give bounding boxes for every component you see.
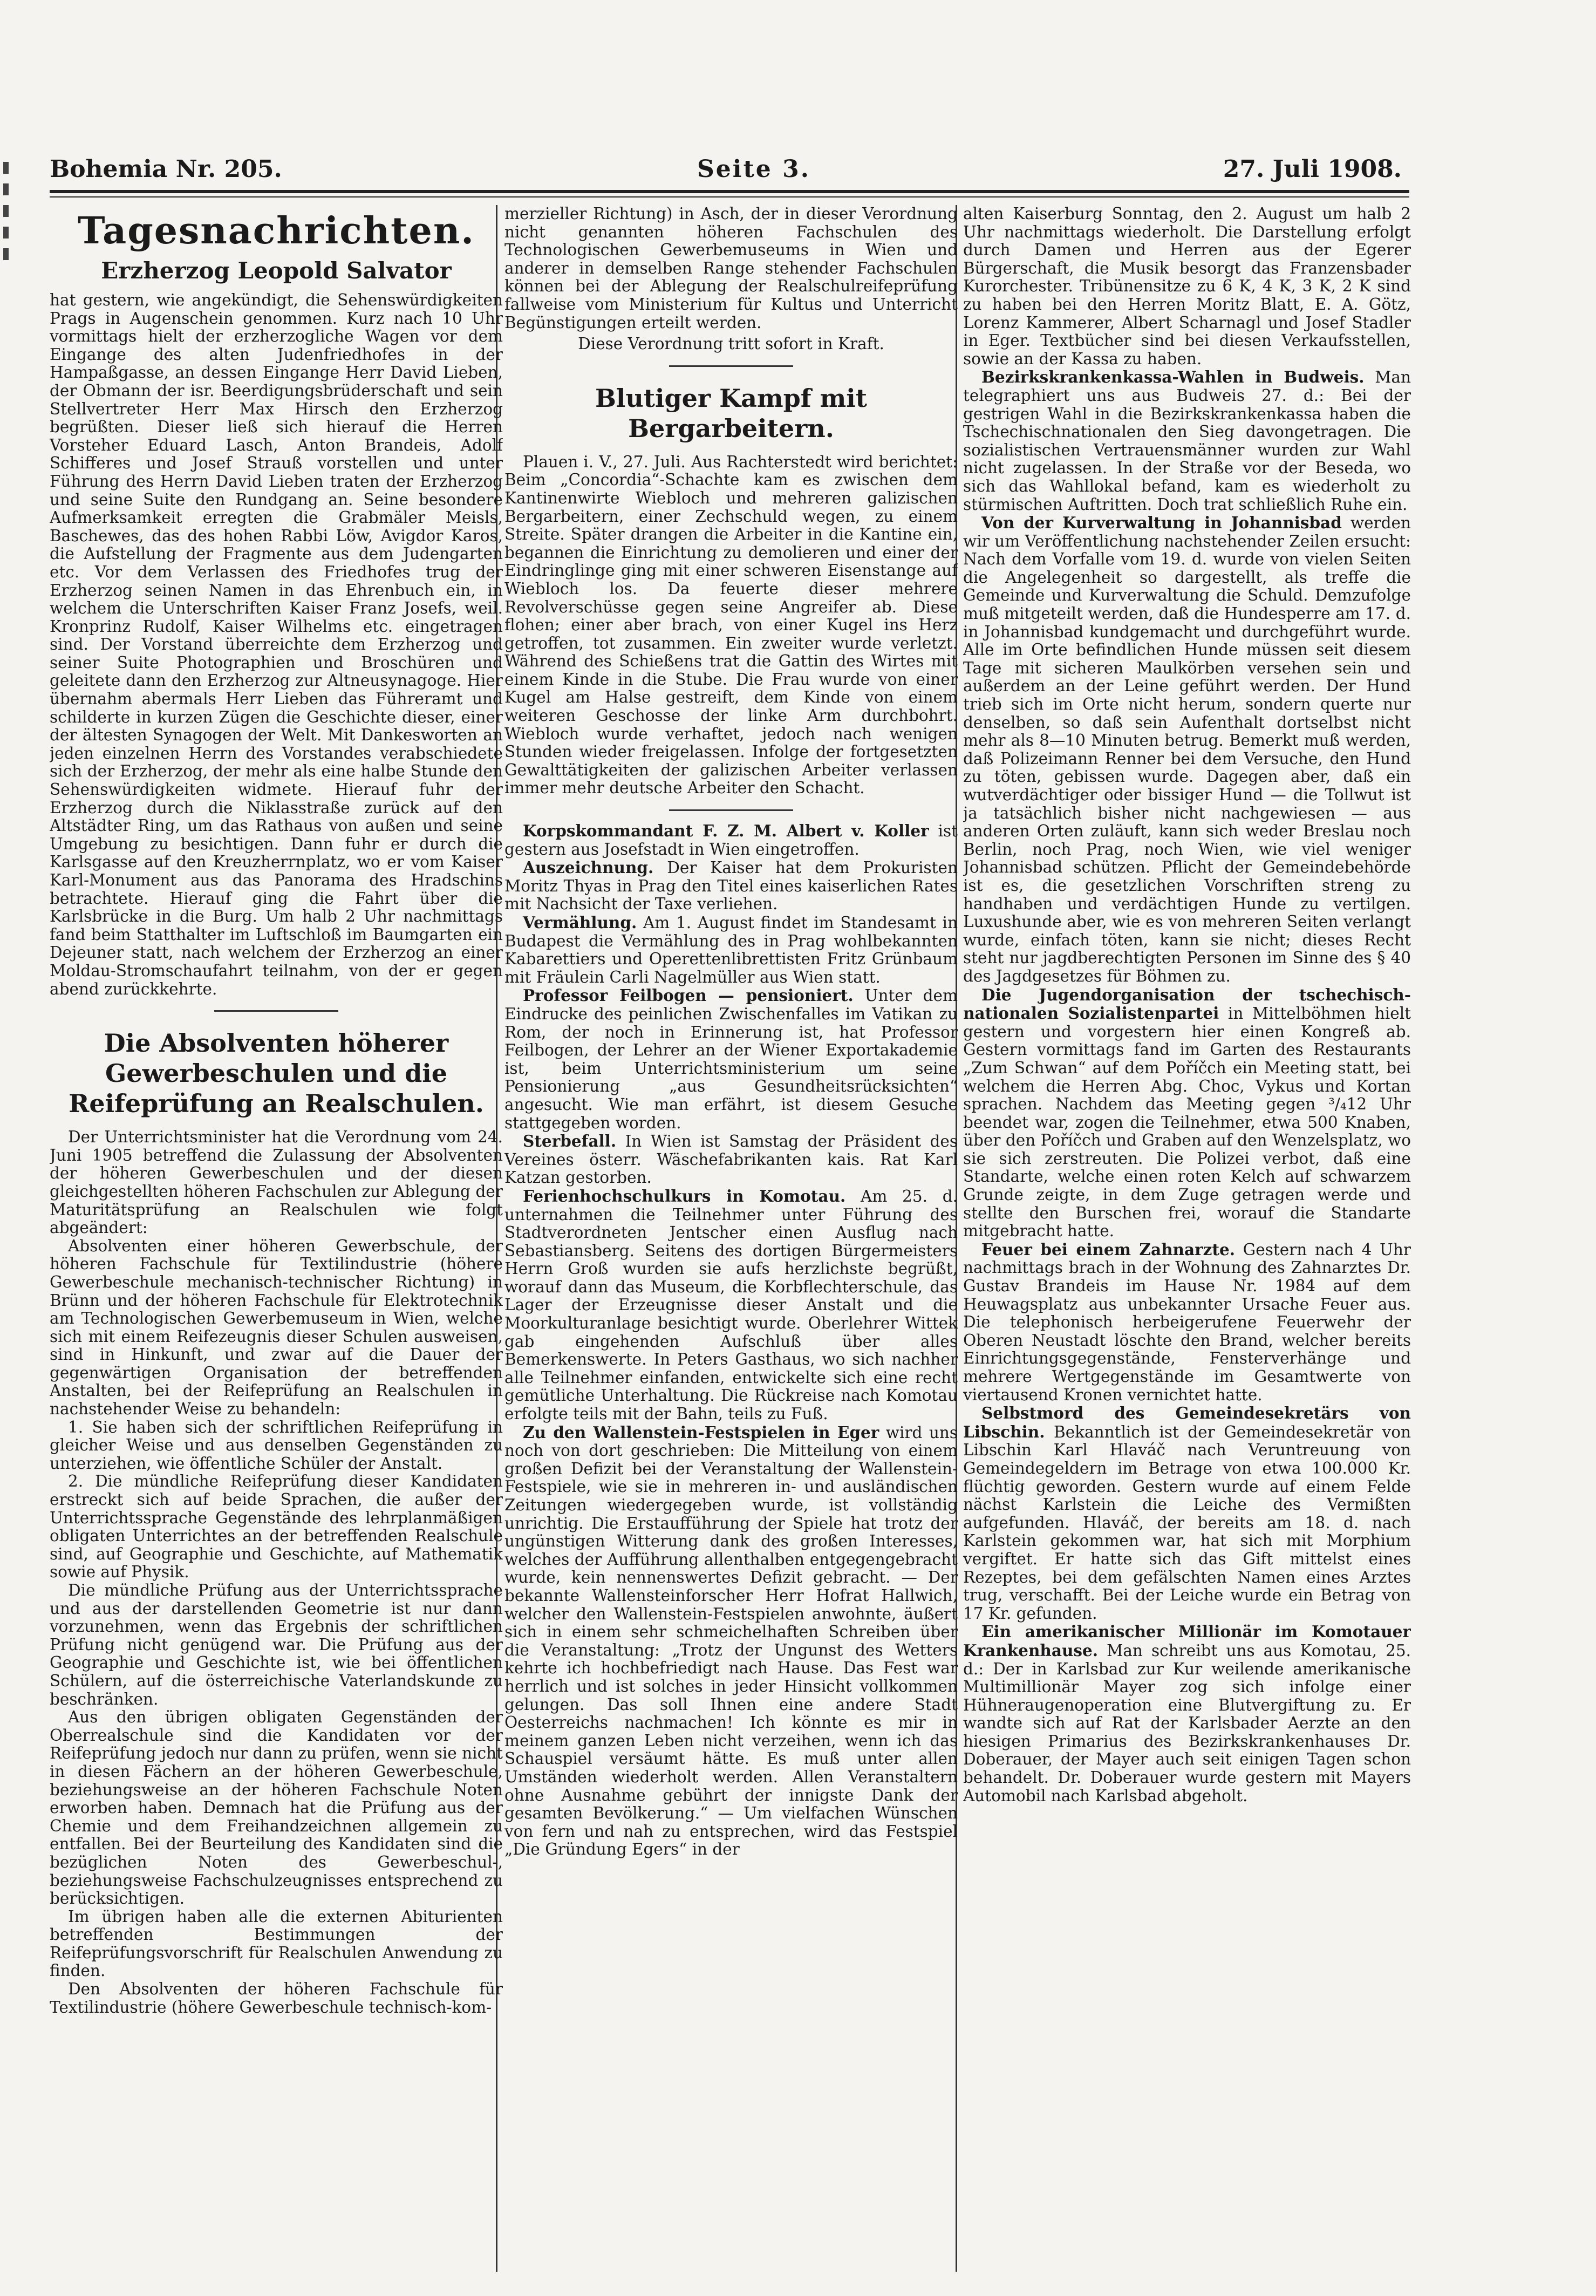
article-paragraph: 1. Sie haben sich der schriftlichen Reifeprüfung in gleicher Weise und aus denselben Gegenständen zu unterziehen, wie öffentliche Schüler der Anstalt. [50, 1418, 503, 1473]
news-item-text: werden wir um Veröffentlichung nachstehender Zeilen ersucht: Nach dem Vorfalle vom 19. d. wurde von vielen Seiten die Angelegenheit so dargestellt, als treffe die Gemeinde und Kurverwaltung die Schuld. Demzufolge muß mitgeteilt werden, daß die Hundesperre am 17. d. in Johannisbad kundgemacht und durchgeführt wurde. Alle im Orte befindlichen Hunde müssen seit diesem Tage mit sicheren Maulkörben versehen sein und außerdem an der Leine geführt werden. Der Hund trieb sich im Orte nicht herum, sondern querte nur denselben, so daß sein Aufenthalt dortselbst nicht mehr als 8—10 Minuten betrug. Bemerkt muß werden, daß Polizeimann Renner bei dem Versuche, den Hund zu töten, gebissen wurde. Dagegen aber, daß ein wutverdächtiger oder bissiger Hund — die Tollwut ist ja tatsächlich bisher nicht nachgewiesen — aus anderen Orten zuläuft, kann sich weder Breslau noch Berlin, noch Prag, noch Wien, wie viel weniger Johannisbad schützen. Pflicht der Gemeindebehörde ist es, die gesetzlichen Vorschriften streng zu handhaben und verdächtigen Hunde zu vertilgen. Luxushunde aber, wie es von mehreren Seiten verlangt wurde, einfach töten, kann sie nicht; dieses Recht steht nur jagdberechtigten Personen im Sinne des § 40 des Jagdgesetzes für Böhmen zu. [963, 514, 1411, 985]
news-item [963, 986, 1411, 1241]
article-separator [214, 1010, 338, 1012]
news-item-text: in Mittelböhmen hielt gestern und vorgestern hier einen Kongreß ab. Gestern vormittags fand im Garten des Restaurants „Zum Schwan“ auf dem Poříčch ein Meeting statt, bei welchem die Herren Abg. Choc, Vykus und Kortan sprachen. Nachdem das Meeting gegen ³/₄12 Uhr beendet war, zogen die Teilnehmer, etwa 500 Knaben, über den Poříčch und Graben auf den Wenzelsplatz, wo sie sich zerstreuten. Die Polizei verbot, daß eine Standarte, welche einen roten Kelch auf schwarzem Grunde zeigte, in dem Zuge getragen werde und stellte den Burschen frei, worauf die Standarte mitgebracht hatte. [963, 1004, 1411, 1241]
news-item [504, 859, 958, 914]
news-item [504, 1423, 958, 1859]
header-rule-thin [50, 196, 1409, 197]
news-item-heading: Bezirkskrankenkassa-Wahlen in Budweis. [981, 367, 1365, 387]
article-paragraph: hat gestern, wie angekündigt, die Sehenswürdigkeiten Prags in Augenschein genommen. Kurz nach 10 Uhr vormittags hielt der erzherzogliche Wagen vor dem Eingange des alten Judenfriedhofes in der Hampaßgasse, an dessen Eingange Herr David Lieben, der Obmann der isr. Beerdigungsbrüderschaft und sein Stellvertreter Herr Max Hirsch den Erzherzog begrüßten. Dieser ließ sich hierauf die Herren Vorsteher Eduard Lasch, Anton Brandeis, Adolf Schifferes und Josef Strauß vorstellen und unter Führung des Herrn David Lieben traten der Erzherzog und seine Suite den Rundgang an. Seine besondere Aufmerksamkeit erregten die Grabmäler Meisls, Baschewes, das des hohen Rabbi Löw, Avigdor Karos, die Aufstellung der Fragmente aus dem Judengarten etc. Vor dem Verlassen des Friedhofes trug der Erzherzog seinen Namen in das Ehrenbuch ein, in welchem die Unterschriften Kaiser Franz Josefs, weil. Kronprinz Rudolf, Kaiser Wilhelms etc. eingetragen sind. Der Vorstand überreichte dem Erzherzog und seiner Suite Photographien und Broschüren und geleitete dann den Erzherzog zur Altneusynagoge. Hier übernahm abermals Herr Lieben das Führeramt und schilderte in kurzen Zügen die Geschichte dieser, einer der ältesten Synagogen der Welt. Mit Dankesworten an jeden einzelnen Herrn des Vorstandes verabschiedete sich der Erzherzog, der mehr als eine halbe Stunde den Sehenswürdigkeiten widmete. Hierauf fuhr der Erzherzog durch die Niklasstraße zurück auf den Altstädter Ring, um das Rathaus von außen und seine Umgebung zu besichtigen. Dann fuhr er durch die Karlsgasse auf den Kreuzherrnplatz, wo er vom Kaiser Karl-Monument aus das Panorama des Hradschins betrachtete. Hierauf ging die Fahrt über die Karlsbrücke in die Burg. Um halb 2 Uhr nachmittags fand beim Statthalter im Luftschloß im Baumgarten ein Dejeuner statt, nach welchem der Erzherzog an einer Moldau-Stromschaufahrt teilnahm, von der er gegen abend zurückkehrte. [50, 291, 503, 998]
article-separator [669, 365, 793, 367]
article-paragraph: Absolventen einer höheren Gewerbschule, der höheren Fachschule für Textilindustrie (höhere Gewerbeschule mechanisch-technischer Richtung) in Brünn und der höheren Fachschule für Elektrotechnik am Technologischen Gewerbemuseum in Wien, welche sich mit einem Reifezeugnis dieser Schulen ausweisen, sind in Hinkunft, und zwar auf die Dauer der gegenwärtigen Organisation der betreffenden Anstalten, bei der Reifeprüfung an Realschulen in nachstehender Weise zu behandeln: [50, 1236, 503, 1419]
news-item [504, 1187, 958, 1423]
article-paragraph: Der Unterrichtsminister hat die Verordnung vom 24. Juni 1905 betreffend die Zulassung der Absolventen der höheren Gewerbeschulen und der diesen gleichgestellten höheren Fachschulen zur Ablegung der Maturitätsprüfung an Realschulen wie folgt abgeändert: [50, 1128, 503, 1237]
news-item [963, 1623, 1411, 1805]
news-item-text: Unter dem Eindrucke des peinlichen Zwischenfalles im Vatikan zu Rom, der noch in Erinnerung ist, hat Professor Feilbogen, der Lehrer an der Wiener Exportakademie ist, beim Unterrichtsministerium um seine Pensionierung „aus Gesundheitsrücksichten“ angesucht. Wie man erfährt, ist diesem Gesuche stattgegeben worden. [504, 986, 958, 1132]
news-item-text: Man schreibt uns aus Komotau, 25. d.: Der in Karlsbad zur Kur weilende amerikanische Multimillionär Mayer zog sich infolge einer Hühneraugenoperation eine Blutvergiftung zu. Er wandte sich auf Rat der Karlsbader Aerzte an den hiesigen Primarius des Bezirkskrankenhauses Dr. Doberauer, der Mayer auch seit einigen Tagen schon behandelt. Dr. Doberauer wurde gestern mit Mayers Automobil nach Karlsbad abgeholt. [963, 1641, 1411, 1805]
article-paragraph: Den Absolventen der höheren Fachschule für Textilindustrie (höhere Gewerbeschule technisch-kom- [50, 1980, 503, 2016]
article-separator [669, 809, 793, 811]
news-item-text: ist gestern aus Josefstadt in Wien eingetroffen. [504, 822, 958, 859]
news-item [504, 822, 958, 859]
article-paragraph: Diese Verordnung tritt sofort in Kraft. [578, 335, 884, 353]
article-title: Erzherzog Leopold Salvator [101, 257, 452, 284]
article-paragraph: 2. Die mündliche Reifeprüfung dieser Kandidaten erstreckt sich auf beide Sprachen, die außer der Unterrichtssprache Gegenstände des lehrplanmäßigen obligaten Unterrichtes an der betreffenden Realschule sind, auf Geographie und Geschichte, auf Mathematik sowie auf Physik. [50, 1472, 503, 1582]
news-item [504, 986, 958, 1132]
news-item [963, 1241, 1411, 1404]
page-edge-marks [3, 162, 11, 270]
news-item-heading: Selbstmord des Gemeindesekretärs von Libschin. [963, 1404, 1411, 1441]
news-item-text: Gestern nach 4 Uhr nachmittags brach in der Wohnung des Zahnarztes Dr. Gustav Brandeis im Hause Nr. 1984 auf dem Heuwagsplatz aus unbekannter Ursache Feuer aus. Die telephonisch herbeigerufene Feuerwehr der Oberen Neustadt löschte den Brand, welcher bereits Einrichtungsgegenstände, Fensterverhänge und mehrere Wertgegenstände im Gesamtwerte von viertausend Kronen vernichtet hatte. [963, 1240, 1411, 1404]
header-date: 27. Juli 1908. [1223, 155, 1402, 183]
article-title: Die Absolventen höherer Gewerbeschulen und die Reifeprüfung an Realschulen. [69, 1028, 484, 1119]
news-item-heading: Korpskommandant F. Z. M. Albert v. Koller [523, 821, 929, 841]
article-paragraph: Im übrigen haben alle die externen Abiturienten betreffenden Bestimmungen der Reifeprüfungsvorschrift für Realschulen Anwendung zu finden. [50, 1907, 503, 1980]
page-header [50, 146, 1402, 194]
section-heading-tagesnachrichten: Tagesnachrichten. [78, 209, 475, 253]
news-item-heading: Von der Kurverwaltung in Johannisbad [981, 513, 1342, 533]
news-item-heading: Zu den Wallenstein-Festspielen in Eger [523, 1422, 879, 1442]
article-paragraph: alten Kaiserburg Sonntag, den 2. August um halb 2 Uhr nachmittags wiederholt. Die Darstellung erfolgt durch Damen und Herren aus der Egerer Bürgerschaft, die Musik besorgt das Franzensbader Kurorchester. Tribünensitze zu 6 K, 4 K, 3 K, 2 K sind zu haben bei den Herren Moritz Blatt, E. A. Götz, Lorenz Kammerer, Albert Scharnagl und Josef Stadler in Eger. Textbücher sind bei diesen Verkaufsstellen, sowie an der Kassa zu haben. [963, 205, 1411, 368]
header-issue: Bohemia Nr. 205. [50, 155, 282, 183]
news-item-heading: Ferienhochschulkurs in Komotau. [523, 1186, 846, 1205]
article-paragraph: Plauen i. V., 27. Juli. Aus Rachterstedt wird berichtet: Beim „Concordia“-Schachte kam es zwischen dem Kantinenwirte Wiebloch und mehreren galizischen Bergarbeitern, einer Zechschuld wegen, zu einem Streite. Später drangen die Arbeiter in die Kantine ein, begannen die Einrichtung zu demolieren und einer der Eindringlinge ging mit einer schweren Eisenstange auf Wiebloch los. Da feuerte dieser mehrere Revolverschüsse gegen seine Angreifer ab. Diese flohen; einer aber brach, von einer Kugel ins Herz getroffen, tot zusammen. Ein zweiter wurde verletzt. Während des Schießens trat die Gattin des Wirtes mit einem Kinde in die Stube. Die Frau wurde von einer Kugel am Halse gestreift, dem Kinde von einem weiteren Geschosse der linke Arm durchbohrt. Wiebloch wurde verhaftet, jedoch nach wenigen Stunden wieder freigelassen. Infolge der fortgesetzten Gewalttätigkeiten der galizischen Arbeiter verlassen immer mehr deutsche Arbeiter den Schacht. [504, 452, 958, 798]
header-page-number: Seite 3. [697, 155, 811, 183]
news-item [504, 1132, 958, 1187]
news-item-heading: Sterbefall. [523, 1132, 617, 1151]
news-item-text: Am 1. August findet im Standesamt in Budapest die Vermählung des in Prag wohlbekannten Kabarettiers und Operettenlibrettisten Fritz Grünbaum mit Fräulein Carli Nagelmüller aus Wien statt. [504, 914, 958, 986]
column-2 [504, 205, 958, 2266]
news-item-text: Man telegraphiert uns aus Budweis 27. d.: Bei der gestrigen Wahl in die Bezirkskrankenkassa haben die Tschechischnationalen den Sieg davongetragen. Die sozialistischen Vertrauensmänner wurden zur Wahl nicht zugelassen. In der Straße vor der Beseda, wo sich das Wahllokal befand, kam es wiederholt zu stürmischen Auftritten. Doch trat schließlich Ruhe ein. [963, 368, 1411, 514]
news-item [963, 1404, 1411, 1623]
news-item [963, 514, 1411, 985]
column-1 [50, 205, 503, 2266]
news-item-heading: Auszeichnung. [523, 858, 654, 877]
article-title: Blutiger Kampf mit Bergarbeitern. [595, 383, 868, 443]
news-item-heading: Die Jugendorganisation der tschechisch-nationalen Sozialistenpartei [963, 985, 1411, 1023]
article-paragraph: Aus den übrigen obligaten Gegenständen der Oberrealschule sind die Kandidaten vor der Reifeprüfung jedoch nur dann zu prüfen, wenn sie nicht in diesen Fächern an der höheren Gewerbeschule, beziehungsweise an der höheren Fachschule Noten erworben haben. Demnach hat die Prüfung aus der Chemie und dem Freihandzeichnen allgemein zu entfallen. Bei der Beurteilung des Kandidaten sind die bezüglichen Noten des Gewerbeschul-, beziehungsweise Fachschulzeugnisses entsprechend zu berücksichtigen. [50, 1708, 503, 1908]
news-item [963, 368, 1411, 514]
news-item-text: Der Kaiser hat dem Prokuristen Moritz Thyas in Prag den Titel eines kaiserlichen Rates mit Nachsicht der Taxe verliehen. [504, 859, 958, 914]
news-item-heading: Vermählung. [523, 913, 637, 932]
header-rule [50, 190, 1409, 193]
news-item [504, 914, 958, 986]
article-paragraph: merzieller Richtung) in Asch, der in dieser Verordnung nicht genannten höheren Fachschulen des Technologischen Gewerbemuseums in Wien und anderer in demselben Range stehender Fachschulen können bei der Ablegung der Realschulreifeprüfung fallweise vom Ministerium für Kultus und Unterricht Begünstigungen erteilt werden. [504, 205, 958, 332]
column-3 [963, 205, 1411, 2266]
news-item-heading: Feuer bei einem Zahnarzte. [981, 1239, 1236, 1259]
news-item-heading: Professor Feilbogen — pensioniert. [523, 986, 854, 1005]
article-paragraph: Die mündliche Prüfung aus der Unterrichtssprache und aus der darstellenden Geometrie ist nur dann vorzunehmen, wenn das Ergebnis der schriftlichen Prüfung nicht genügend war. Die Prüfung aus der Geographie und Geschichte ist, wie bei öffentlichen Schülern, auf die österreichische Vaterlandskunde zu beschränken. [50, 1581, 503, 1708]
news-item-text: In Wien ist Samstag der Präsident des Vereines österr. Wäschefabrikanten kais. Rat Karl Katzan gestorben. [504, 1132, 958, 1187]
news-item-heading: Ein amerikanischer Millionär im Komotauer Krankenhause. [963, 1622, 1411, 1660]
news-item-text: wird uns noch von dort geschrieben: Die Mitteilung von einem großen Defizit bei der Veranstaltung der Wallenstein-Festspiele, wie sie in mehreren in- und ausländischen Zeitungen wiedergegeben wurde, ist vollständig unrichtig. Die Erstaufführung der Spiele hat trotz der ungünstigen Witterung dank des großen Interesses, welches der Aufführung allenthalben entgegengebracht wurde, kein nennenswertes Defizit gebracht. — Der bekannte Wallensteinforscher Herr Hofrat Hallwich, welcher den Wallenstein-Festspielen anwohnte, äußert sich in einem sehr schmeichelhaften Schreiben über die Veranstaltung: „Trotz der Ungunst des Wetters kehrte ich hochbefriedigt nach Hause. Das Fest war herrlich und ist solches in jeder Hinsicht vollkommen gelungen. Das soll Ihnen eine andere Stadt Oesterreichs nachmachen! Ich könnte es mir in meinem ganzen Leben nicht verzeihen, wenn ich das Schauspiel versäumt hätte. Es muß unter allen Umständen wiederholt werden. Allen Veranstaltern ohne Ausnahme gebührt der innigste Dank der gesamten Bevölkerung.“ — Um vielfachen Wünschen von fern und nah zu entsprechen, wird das Festspiel „Die Gründung Egers“ in der [504, 1423, 958, 1859]
news-item-text: Am 25. d. unternahmen die Teilnehmer unter Führung des Stadtverordneten Jentscher einen Ausflug nach Sebastiansberg. Seitens des dortigen Bürgermeisters Herrn Groß wurden sie aufs herzlichste begrüßt, worauf dann das Museum, die Korbflechterschule, das Lager der Erzeugnisse dieser Anstalt und die Moorkulturanlage besichtigt wurde. Oberlehrer Wittek gab eingehenden Aufschluß über alles Bemerkenswerte. In Peters Gasthaus, wo sich nachher alle Teilnehmer einfanden, entwickelte sich eine recht gemütliche Unterhaltung. Die Rückreise nach Komotau erfolgte teils mit der Bahn, teils zu Fuß. [504, 1187, 958, 1423]
news-item-text: Bekanntlich ist der Gemeindesekretär von Libschin Karl Hlaváč nach Veruntreuung von Gemeindegeldern im Betrage von etwa 100.000 Kr. flüchtig geworden. Gestern wurde auf einem Felde nächst Karlstein die Leiche des Vermißten aufgefunden. Hlaváč, der bereits am 18. d. nach Karlstein gekommen war, hat sich mit Morphium vergiftet. Er hatte sich das Gift mittelst eines Rezeptes, bei dem gefälschten Namen eines Arztes trug, verschafft. Bei der Leiche wurde ein Betrag von 17 Kr. gefunden. [963, 1422, 1411, 1623]
